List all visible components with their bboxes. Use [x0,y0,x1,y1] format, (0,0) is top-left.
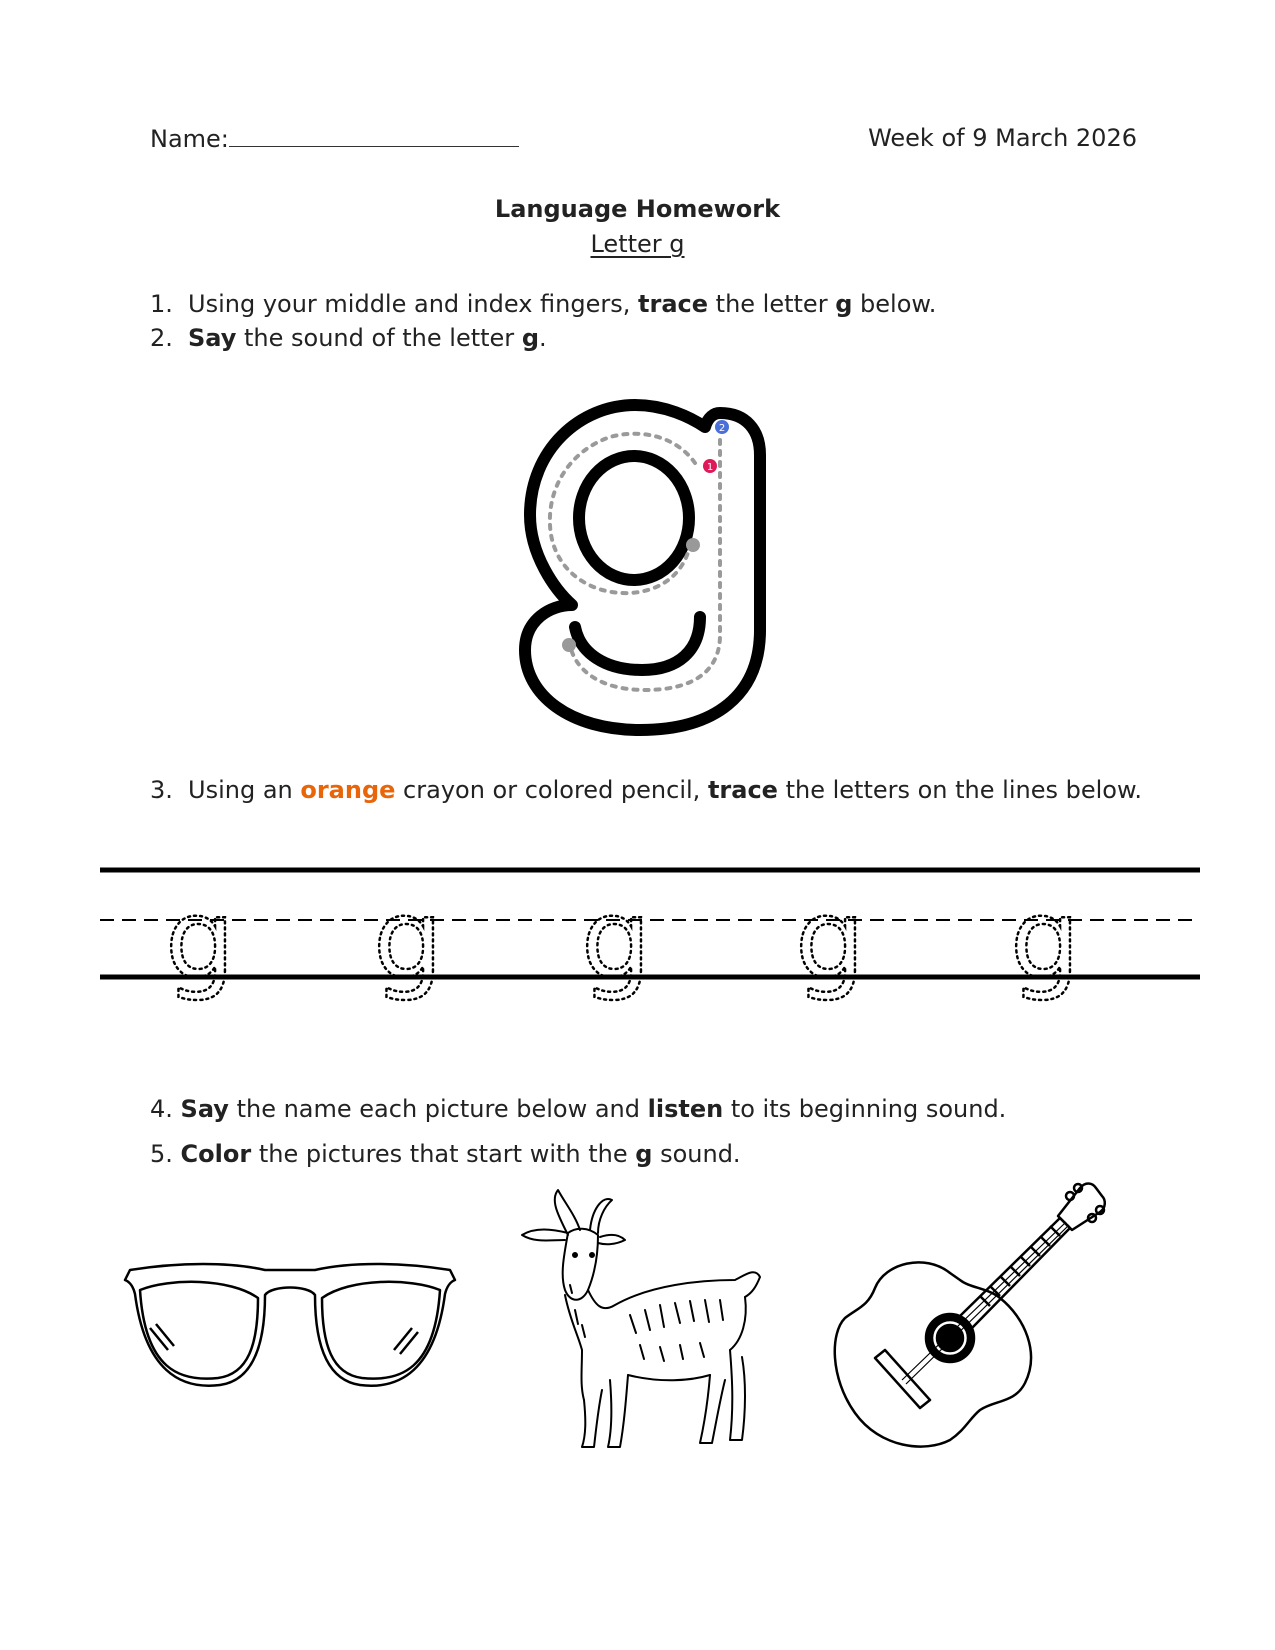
instruction-4: 4. Say the name each picture below and listen to its beginning sound. [150,1095,1007,1123]
svg-text:1: 1 [706,462,714,473]
practice-letters [165,875,1080,1003]
handwriting-practice-area[interactable] [0,860,1275,1060]
page-subtitle: Letter g [590,230,685,258]
dotted-letter-2: g [373,875,443,1003]
guitar-icon[interactable] [830,1178,1110,1458]
dotted-letter-5: g [1010,875,1080,1003]
name-field [150,124,519,153]
svg-text:2: 2 [718,423,726,434]
dotted-letter-4: g [795,875,865,1003]
trace-end-dot-2 [562,638,576,652]
instruction-2: 2. Say the sound of the letter g. [150,324,547,352]
instruction-5: 5. Color the pictures that start with the g sound. [150,1140,741,1168]
goat-icon[interactable] [520,1185,770,1455]
trace-end-dot-1 [686,538,700,552]
glasses-icon[interactable] [120,1260,460,1400]
name-label: Name: [150,125,229,153]
letter-g-outline [525,405,760,730]
dotted-letter-1: g [165,875,235,1003]
name-blank-line[interactable] [229,124,519,147]
instruction-1: 1. Using your middle and index fingers, trace the letter g below. [150,290,937,318]
trace-letter-g-graphic [510,395,775,740]
week-label: Week of 9 March 2026 [868,124,1137,152]
instruction-3: 3. Using an orange crayon or colored pencil, trace the letters on the lines below. [150,776,1143,804]
dotted-letter-3: g [581,875,651,1003]
page-title: Language Homework [494,195,781,223]
